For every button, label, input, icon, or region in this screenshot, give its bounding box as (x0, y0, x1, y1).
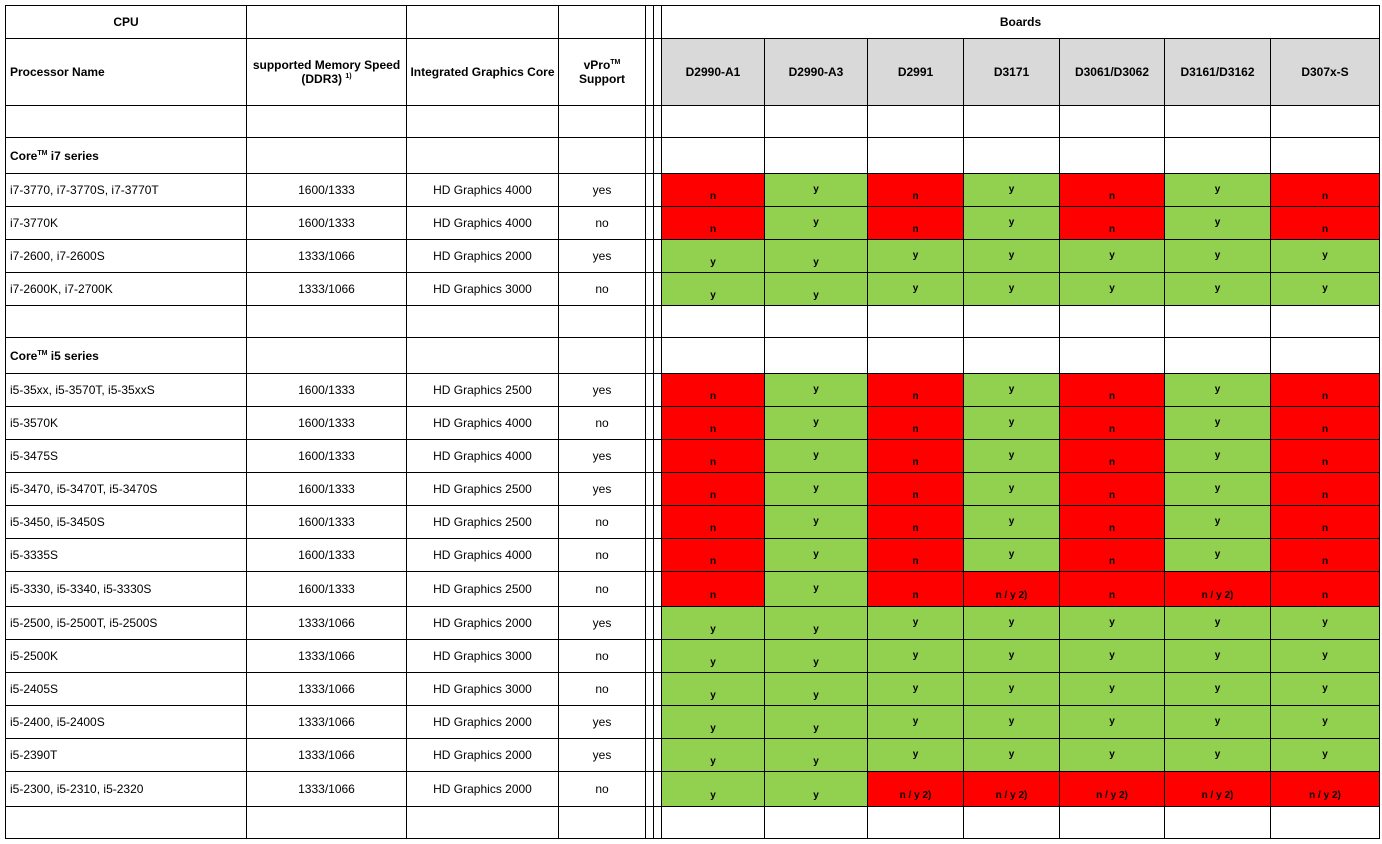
board-support-cell: y (765, 739, 868, 772)
board-support-cell: y (765, 506, 868, 539)
board-support-cell: n (868, 207, 964, 240)
board-support-cell: n (1060, 572, 1165, 607)
gap-cell (646, 739, 654, 772)
board-support-cell: y (964, 174, 1060, 207)
table-row (6, 273, 1380, 306)
board-support-cell: y (868, 706, 964, 739)
vpro-cell: no (559, 539, 646, 572)
board-support-cell: y (765, 473, 868, 506)
graphics-cell: HD Graphics 4000 (407, 207, 559, 240)
board-support-cell: y (964, 706, 1060, 739)
board-support-cell: y (868, 640, 964, 673)
gap-cell (646, 572, 654, 607)
board-support-cell: y (1271, 240, 1380, 273)
board-support-cell: y (964, 739, 1060, 772)
processor-name-cell: i7-2600K, i7-2700K (6, 273, 247, 306)
board-support-cell: y (765, 407, 868, 440)
memory-speed-cell: 1600/1333 (247, 407, 407, 440)
memory-speed-cell: 1600/1333 (247, 539, 407, 572)
gap-cell (646, 673, 654, 706)
board-support-cell: y (662, 739, 765, 772)
processor-name-cell: i5-2400, i5-2400S (6, 706, 247, 739)
graphics-cell: HD Graphics 2500 (407, 572, 559, 607)
board-support-cell: y (1165, 440, 1271, 473)
graphics-cell: HD Graphics 4000 (407, 539, 559, 572)
gap-cell (646, 207, 654, 240)
boards-header: Boards (662, 6, 1380, 39)
board-support-cell: y (1271, 739, 1380, 772)
board-support-cell: y (1165, 673, 1271, 706)
board-support-cell: n (1060, 440, 1165, 473)
board-support-cell: y (964, 506, 1060, 539)
board-header-2: D2991 (868, 39, 964, 106)
spacer-row (6, 306, 1380, 338)
board-support-cell: n (1060, 207, 1165, 240)
section-title: Core™ i7 series (6, 138, 247, 174)
board-support-cell: n / y 2) (1165, 572, 1271, 607)
gap-cell (646, 374, 654, 407)
board-support-cell: y (662, 706, 765, 739)
gap-cell (646, 273, 654, 306)
board-support-cell: y (964, 607, 1060, 640)
gap-cell (646, 506, 654, 539)
memory-speed-cell: 1600/1333 (247, 374, 407, 407)
processor-name-cell: i5-3470, i5-3470T, i5-3470S (6, 473, 247, 506)
gap-cell (654, 640, 662, 673)
table-row (6, 772, 1380, 807)
board-support-cell: y (1165, 706, 1271, 739)
board-support-cell: y (964, 240, 1060, 273)
board-support-cell: n (868, 440, 964, 473)
board-support-cell: n (1271, 207, 1380, 240)
board-support-cell: y (662, 240, 765, 273)
table-row (6, 174, 1380, 207)
board-support-cell: y (964, 273, 1060, 306)
board-support-cell: y (1165, 240, 1271, 273)
processor-name-cell: i5-35xx, i5-3570T, i5-35xxS (6, 374, 247, 407)
board-support-cell: y (662, 772, 765, 807)
board-support-cell: y (765, 374, 868, 407)
board-support-cell: y (1271, 607, 1380, 640)
board-support-cell: y (765, 174, 868, 207)
memory-speed-cell: 1333/1066 (247, 673, 407, 706)
board-support-cell: y (1271, 273, 1380, 306)
board-support-cell: n (1060, 174, 1165, 207)
board-support-cell: n / y 2) (964, 572, 1060, 607)
memory-speed-cell: 1333/1066 (247, 273, 407, 306)
table-row (6, 440, 1380, 473)
table-row (6, 607, 1380, 640)
board-support-cell: y (868, 739, 964, 772)
board-support-cell: y (1060, 673, 1165, 706)
board-support-cell: y (1165, 640, 1271, 673)
board-support-cell: y (964, 539, 1060, 572)
gap-cell (654, 739, 662, 772)
board-support-cell: y (1165, 407, 1271, 440)
section-title-row (6, 338, 1380, 374)
board-support-cell: y (1060, 240, 1165, 273)
board-support-cell: y (1165, 506, 1271, 539)
vpro-cell: no (559, 772, 646, 807)
processor-name-cell: i7-2600, i7-2600S (6, 240, 247, 273)
processor-name-header: Processor Name (6, 39, 247, 106)
board-support-cell: n (662, 174, 765, 207)
board-support-cell: n (868, 572, 964, 607)
graphics-cell: HD Graphics 2000 (407, 240, 559, 273)
table-row (6, 506, 1380, 539)
graphics-cell: HD Graphics 3000 (407, 640, 559, 673)
gap-cell (654, 706, 662, 739)
board-support-cell: y (1165, 174, 1271, 207)
graphics-cell: HD Graphics 4000 (407, 407, 559, 440)
compatibility-table (5, 5, 1380, 839)
graphics-cell: HD Graphics 2500 (407, 506, 559, 539)
memory-speed-cell: 1333/1066 (247, 706, 407, 739)
board-support-cell: n (1060, 407, 1165, 440)
board-support-cell: n (662, 473, 765, 506)
board-support-cell: n (662, 440, 765, 473)
graphics-cell: HD Graphics 2500 (407, 473, 559, 506)
board-support-cell: y (964, 473, 1060, 506)
board-support-cell: y (868, 273, 964, 306)
processor-name-cell: i5-2300, i5-2310, i5-2320 (6, 772, 247, 807)
board-support-cell: n (662, 374, 765, 407)
board-support-cell: y (1271, 673, 1380, 706)
memory-speed-cell: 1333/1066 (247, 772, 407, 807)
vpro-cell: yes (559, 706, 646, 739)
vpro-cell: no (559, 673, 646, 706)
board-header-1: D2990-A3 (765, 39, 868, 106)
gap-cell (654, 572, 662, 607)
board-support-cell: y (662, 607, 765, 640)
board-support-cell: n (1271, 407, 1380, 440)
board-support-cell: n (1060, 374, 1165, 407)
board-support-cell: n / y 2) (1165, 772, 1271, 807)
board-support-cell: n / y 2) (1271, 772, 1380, 807)
table-row (6, 207, 1380, 240)
graphics-cell: HD Graphics 4000 (407, 174, 559, 207)
board-support-cell: y (1165, 539, 1271, 572)
board-support-cell: y (1271, 706, 1380, 739)
memory-speed-cell: 1600/1333 (247, 473, 407, 506)
vpro-cell: yes (559, 607, 646, 640)
processor-name-cell: i5-3335S (6, 539, 247, 572)
board-support-cell: y (1165, 273, 1271, 306)
gap-cell (654, 240, 662, 273)
processor-name-cell: i5-2500K (6, 640, 247, 673)
memory-speed-cell: 1333/1066 (247, 739, 407, 772)
board-support-cell: n (868, 374, 964, 407)
gap-cell (646, 607, 654, 640)
vpro-cell: no (559, 640, 646, 673)
board-support-cell: y (868, 607, 964, 640)
vpro-cell: yes (559, 174, 646, 207)
vpro-cell: no (559, 407, 646, 440)
board-support-cell: y (765, 572, 868, 607)
processor-name-cell: i7-3770K (6, 207, 247, 240)
board-support-cell: n (1271, 374, 1380, 407)
board-support-cell: y (662, 673, 765, 706)
memory-speed-cell: 1600/1333 (247, 572, 407, 607)
board-support-cell: y (765, 640, 868, 673)
board-support-cell: n (1271, 572, 1380, 607)
board-support-cell: n (868, 174, 964, 207)
board-support-cell: y (765, 772, 868, 807)
gap-cell (646, 407, 654, 440)
board-support-cell: y (765, 607, 868, 640)
board-support-cell: y (964, 407, 1060, 440)
graphics-header: Integrated Graphics Core (407, 39, 559, 106)
board-support-cell: y (1271, 640, 1380, 673)
processor-name-cell: i5-3450, i5-3450S (6, 506, 247, 539)
board-support-cell: y (1060, 640, 1165, 673)
board-header-0: D2990-A1 (662, 39, 765, 106)
board-support-cell: y (1165, 374, 1271, 407)
gap-cell (646, 440, 654, 473)
gap-cell (654, 506, 662, 539)
board-support-cell: y (662, 640, 765, 673)
gap-cell (654, 673, 662, 706)
processor-name-cell: i5-3330, i5-3340, i5-3330S (6, 572, 247, 607)
table-row (6, 240, 1380, 273)
board-support-cell: n (868, 407, 964, 440)
board-support-cell: y (1165, 207, 1271, 240)
board-support-cell: n (1271, 473, 1380, 506)
board-support-cell: y (765, 240, 868, 273)
board-support-cell: y (765, 440, 868, 473)
gap-cell (646, 706, 654, 739)
board-support-cell: n (868, 539, 964, 572)
gap-cell (654, 772, 662, 807)
board-support-cell: n / y 2) (1060, 772, 1165, 807)
processor-name-cell: i5-3570K (6, 407, 247, 440)
memory-speed-cell: 1333/1066 (247, 240, 407, 273)
board-support-cell: y (1060, 706, 1165, 739)
gap-cell (654, 174, 662, 207)
processor-name-cell: i5-2390T (6, 739, 247, 772)
board-support-cell: y (765, 706, 868, 739)
board-support-cell: y (868, 673, 964, 706)
gap-cell (646, 539, 654, 572)
vpro-header: vPro™ Support (559, 39, 646, 106)
table-row (6, 739, 1380, 772)
gap-cell (646, 174, 654, 207)
board-support-cell: y (1165, 739, 1271, 772)
board-support-cell: y (964, 374, 1060, 407)
board-support-cell: y (765, 273, 868, 306)
board-support-cell: n (662, 207, 765, 240)
table-row (6, 673, 1380, 706)
vpro-cell: yes (559, 374, 646, 407)
table-row (6, 539, 1380, 572)
spacer-row (6, 807, 1380, 839)
memory-speed-cell: 1333/1066 (247, 607, 407, 640)
section-title-row (6, 138, 1380, 174)
board-support-cell: n (868, 473, 964, 506)
board-support-cell: n (1271, 440, 1380, 473)
memory-speed-cell: 1333/1066 (247, 640, 407, 673)
board-support-cell: y (1060, 273, 1165, 306)
board-support-cell: n (1271, 174, 1380, 207)
board-support-cell: n (662, 407, 765, 440)
table-row (6, 473, 1380, 506)
table-row (6, 706, 1380, 739)
graphics-cell: HD Graphics 4000 (407, 440, 559, 473)
board-support-cell: n (662, 572, 765, 607)
board-support-cell: y (1165, 473, 1271, 506)
gap-cell (654, 607, 662, 640)
gap-cell (654, 473, 662, 506)
graphics-cell: HD Graphics 2000 (407, 607, 559, 640)
vpro-cell: no (559, 207, 646, 240)
board-header-3: D3171 (964, 39, 1060, 106)
cpu-header: CPU (6, 6, 247, 39)
board-support-cell: y (964, 207, 1060, 240)
vpro-cell: yes (559, 440, 646, 473)
graphics-cell: HD Graphics 3000 (407, 273, 559, 306)
memory-speed-header: supported Memory Speed (DDR3) $^{1)}$ (247, 39, 407, 106)
processor-name-cell: i7-3770, i7-3770S, i7-3770T (6, 174, 247, 207)
section-title: Core™ i5 series (6, 338, 247, 374)
board-support-cell: y (868, 240, 964, 273)
board-header-6: D307x-S (1271, 39, 1380, 106)
board-support-cell: y (964, 640, 1060, 673)
board-support-cell: y (765, 539, 868, 572)
table-row (6, 374, 1380, 407)
graphics-cell: HD Graphics 2000 (407, 772, 559, 807)
board-support-cell: y (765, 207, 868, 240)
graphics-cell: HD Graphics 2000 (407, 739, 559, 772)
vpro-cell: no (559, 273, 646, 306)
board-support-cell: n (1271, 506, 1380, 539)
gap-cell (654, 374, 662, 407)
gap-cell (646, 772, 654, 807)
gap-cell (654, 407, 662, 440)
board-support-cell: y (765, 673, 868, 706)
vpro-cell: yes (559, 473, 646, 506)
processor-name-cell: i5-3475S (6, 440, 247, 473)
board-support-cell: n / y 2) (964, 772, 1060, 807)
gap-cell (654, 539, 662, 572)
board-support-cell: y (1060, 607, 1165, 640)
board-support-cell: n (1271, 539, 1380, 572)
table-row (6, 640, 1380, 673)
processor-name-cell: i5-2500, i5-2500T, i5-2500S (6, 607, 247, 640)
memory-speed-cell: 1600/1333 (247, 174, 407, 207)
spacer-row (6, 106, 1380, 138)
board-header-5: D3161/D3162 (1165, 39, 1271, 106)
table-row (6, 572, 1380, 607)
gap-cell (646, 640, 654, 673)
board-support-cell: n (662, 506, 765, 539)
board-support-cell: y (662, 273, 765, 306)
graphics-cell: HD Graphics 2500 (407, 374, 559, 407)
board-support-cell: n (1060, 473, 1165, 506)
vpro-cell: no (559, 572, 646, 607)
gap-cell (646, 473, 654, 506)
memory-speed-cell: 1600/1333 (247, 506, 407, 539)
vpro-cell: yes (559, 739, 646, 772)
memory-speed-cell: 1600/1333 (247, 440, 407, 473)
board-support-cell: n (1060, 539, 1165, 572)
gap-cell (654, 273, 662, 306)
board-support-cell: y (1165, 607, 1271, 640)
vpro-cell: yes (559, 240, 646, 273)
table-row (6, 407, 1380, 440)
graphics-cell: HD Graphics 2000 (407, 706, 559, 739)
processor-name-cell: i5-2405S (6, 673, 247, 706)
graphics-cell: HD Graphics 3000 (407, 673, 559, 706)
board-support-cell: n (868, 506, 964, 539)
board-support-cell: n (1060, 506, 1165, 539)
board-support-cell: n / y 2) (868, 772, 964, 807)
board-header-4: D3061/D3062 (1060, 39, 1165, 106)
board-support-cell: n (662, 539, 765, 572)
gap-cell (654, 440, 662, 473)
gap-cell (654, 207, 662, 240)
board-support-cell: y (964, 673, 1060, 706)
vpro-cell: no (559, 506, 646, 539)
gap-cell (646, 240, 654, 273)
memory-speed-cell: 1600/1333 (247, 207, 407, 240)
board-support-cell: y (964, 440, 1060, 473)
board-support-cell: y (1060, 739, 1165, 772)
